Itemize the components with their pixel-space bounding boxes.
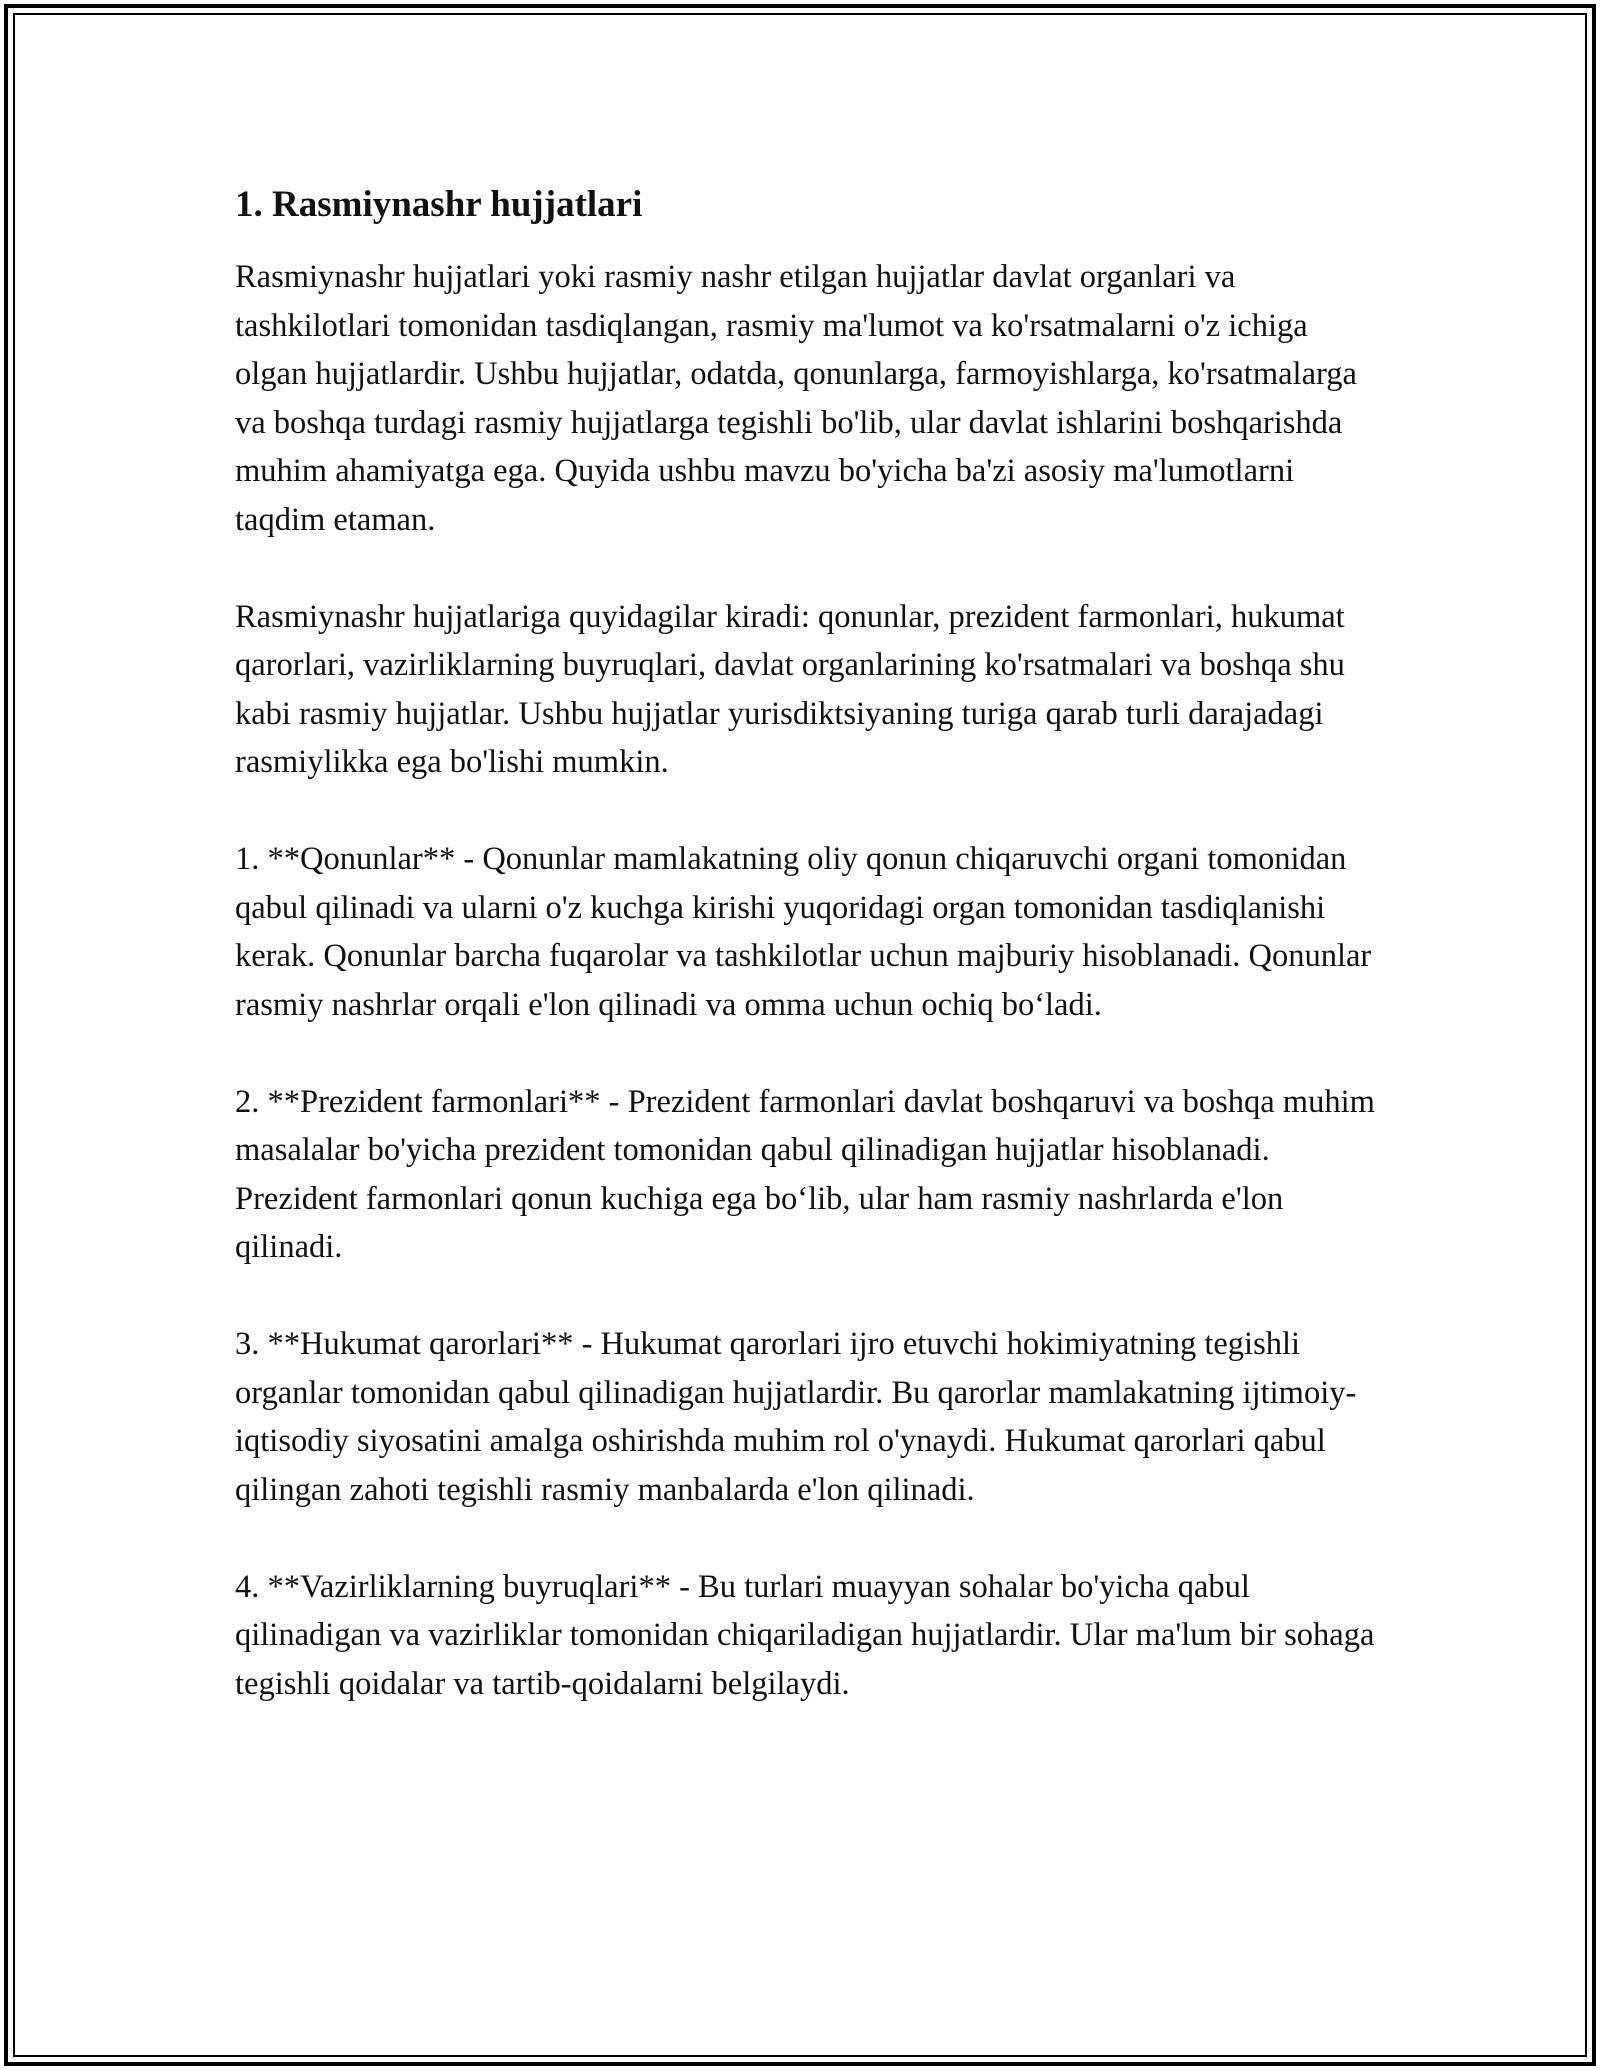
paragraph-types: Rasmiynashr hujjatlariga quyidagilar kiradi: qonunlar, prezident farmonlari, hukumat qarorlari, vazirliklarning buyruqlari, davlat organlarining ko'rsatmalari va boshqa shu kabi rasmiy hujjatlar. Ushbu hujjatlar yurisdiktsiyaning turiga qarab turli darajadagi rasmiylikka ega bo'lishi mumkin. bbox=[235, 598, 1345, 780]
paragraph-intro: Rasmiynashr hujjatlari yoki rasmiy nashr etilgan hujjatlar davlat organlari va tashkilotlari tomonidan tasdiqlangan, rasmiy ma'lumot va ko'rsatmalarni o'z ichiga olgan hujjatlardir. Ushbu hujjatlar, odatda, qonunlarga, farmoyishlarga, ko'rsatmalarga va boshqa turdagi rasmiy hujjatlarga tegishli bo'lib, ular davlat ishlarini boshqarishda muhim ahamiyatga ega. Quyida ushbu mavzu bo'yicha ba'zi asosiy ma'lumotlarni taqdim etaman. bbox=[235, 259, 1357, 538]
document-body bbox=[235, 183, 1385, 1757]
section-heading: 1. Rasmiynashr hujjatlari bbox=[235, 184, 643, 225]
list-item-ministry-orders: 4. **Vazirliklarning buyruqlari** - Bu turlari muayyan sohalar bo'yicha qabul qilinadigan va vazirliklar tomonidan chiqariladigan hujjatlardir. Ular ma'lum bir sohaga tegishli qoidalar va tartib-qoidalarni belgilaydi. bbox=[235, 1568, 1375, 1702]
list-item-laws: 1. **Qonunlar** - Qonunlar mamlakatning oliy qonun chiqaruvchi organi tomonidan qabul qilinadi va ularni o'z kuchga kirishi yuqoridagi organ tomonidan tasdiqlanishi kerak. Qonunlar barcha fuqarolar va tashkilotlar uchun majburiy hisoblanadi. Qonunlar rasmiy nashrlar orqali e'lon qilinadi va omma uchun ochiq bo‘ladi. bbox=[235, 841, 1372, 1023]
list-item-presidential-decrees: 2. **Prezident farmonlari** - Prezident farmonlari davlat boshqaruvi va boshqa muhim masalalar bo'yicha prezident tomonidan qabul qilinadigan hujjatlar hisoblanadi. Prezident farmonlari qonun kuchiga ega bo‘lib, ular ham rasmiy nashrlarda e'lon qilinadi. bbox=[235, 1083, 1375, 1265]
list-item-government-resolutions: 3. **Hukumat qarorlari** - Hukumat qarorlari ijro etuvchi hokimiyatning tegishli organlar tomonidan qabul qilinadigan hujjatlardir. Bu qarorlar mamlakatning ijtimoiy-iqtisodiy siyosatini amalga oshirishda muhim rol o'ynaydi. Hukumat qarorlari qabul qilingan zahoti tegishli rasmiy manbalarda e'lon qilinadi. bbox=[235, 1326, 1357, 1508]
